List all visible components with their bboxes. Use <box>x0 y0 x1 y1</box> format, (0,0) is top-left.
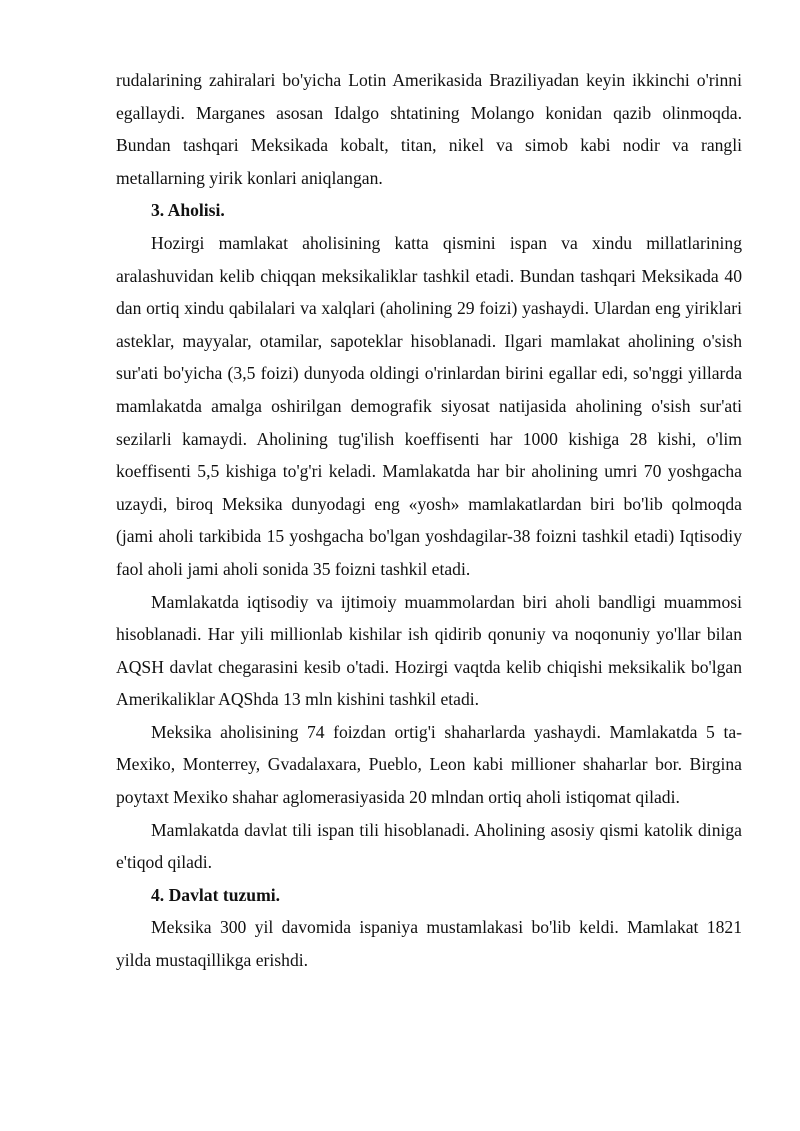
section-heading-state-system: 4. Davlat tuzumi. <box>151 884 281 905</box>
document-page <box>116 64 742 977</box>
paragraph-continuation: rudalarining zahiralari bo'yicha Lotin Amerikasida Braziliyadan keyin ikkinchi o'rinni egallaydi. Marganes asosan Idalgo shtatining Molango konidan qazib olinmoqda. Bundan tashqari Meksikada kobalt, titan, nikel va simob kabi nodir va rangli metallarning yirik konlari aniqlangan. <box>116 70 742 188</box>
paragraph-employment: Mamlakatda iqtisodiy va ijtimoiy muammolardan biri aholi bandligi muammosi hisoblanadi. Har yili millionlab kishilar ish qidirib qonuniy va noqonuniy yo'llar bilan AQSH davlat chegarasini kesib o'tadi. Hozirgi vaqtda kelib chiqishi meksikalik bo'lgan Amerikaliklar AQShda 13 mln kishini tashkil etadi. <box>116 591 742 710</box>
paragraph-population-composition: Hozirgi mamlakat aholisining katta qismini ispan va xindu millatlarining aralashuvidan kelib chiqqan meksikaliklar tashkil etadi. Bundan tashqari Meksikada 40 dan ortiq xindu qabilalari va xalqlari (aholining 29 foizi) yashaydi. Ulardan eng yiriklari asteklar, mayyalar, otamilar, sapoteklar hisoblanadi. Ilgari mamlakat aholining o'sish sur'ati bo'yicha (3,5 foizi) dunyoda oldingi o'rinlardan birini egallar edi, so'nggi yillarda mamlakatda amalga oshirilgan demografik siyosat natijasida aholining o'sish sur'ati sezilarli kamaydi. Aholining tug'ilish koeffisenti har 1000 kishiga 28 kishi, o'lim koeffisenti 5,5 kishiga to'g'ri keladi. Mamlakatda har bir aholining umri 70 yoshgacha uzaydi, biroq Meksika dunyodagi eng «yosh» mamlakatlardan biri bo'lib qolmoqda (jami aholi tarkibida 15 yoshgacha bo'lgan yoshdagilar-38 foizni tashkil etadi) Iqtisodiy faol aholi jami aholi sonida 35 foizni tashkil etadi. <box>116 232 742 579</box>
section-heading-population: 3. Aholisi. <box>151 200 225 221</box>
paragraph-language-religion: Mamlakatda davlat tili ispan tili hisoblanadi. Aholining asosiy qismi katolik diniga e'tiqod qiladi. <box>116 819 742 873</box>
paragraph-urbanization: Meksika aholisining 74 foizdan ortig'i shaharlarda yashaydi. Mamlakatda 5 ta-Mexiko, Monterrey, Gvadalaxara, Pueblo, Leon kabi millioner shaharlar bor. Birgina poytaxt Mexiko shahar aglomerasiyasida 20 mlndan ortiq aholi istiqomat qiladi. <box>116 721 742 808</box>
paragraph-independence: Meksika 300 yil davomida ispaniya mustamlakasi bo'lib keldi. Mamlakat 1821 yilda mustaqillikga erishdi. <box>116 917 742 971</box>
